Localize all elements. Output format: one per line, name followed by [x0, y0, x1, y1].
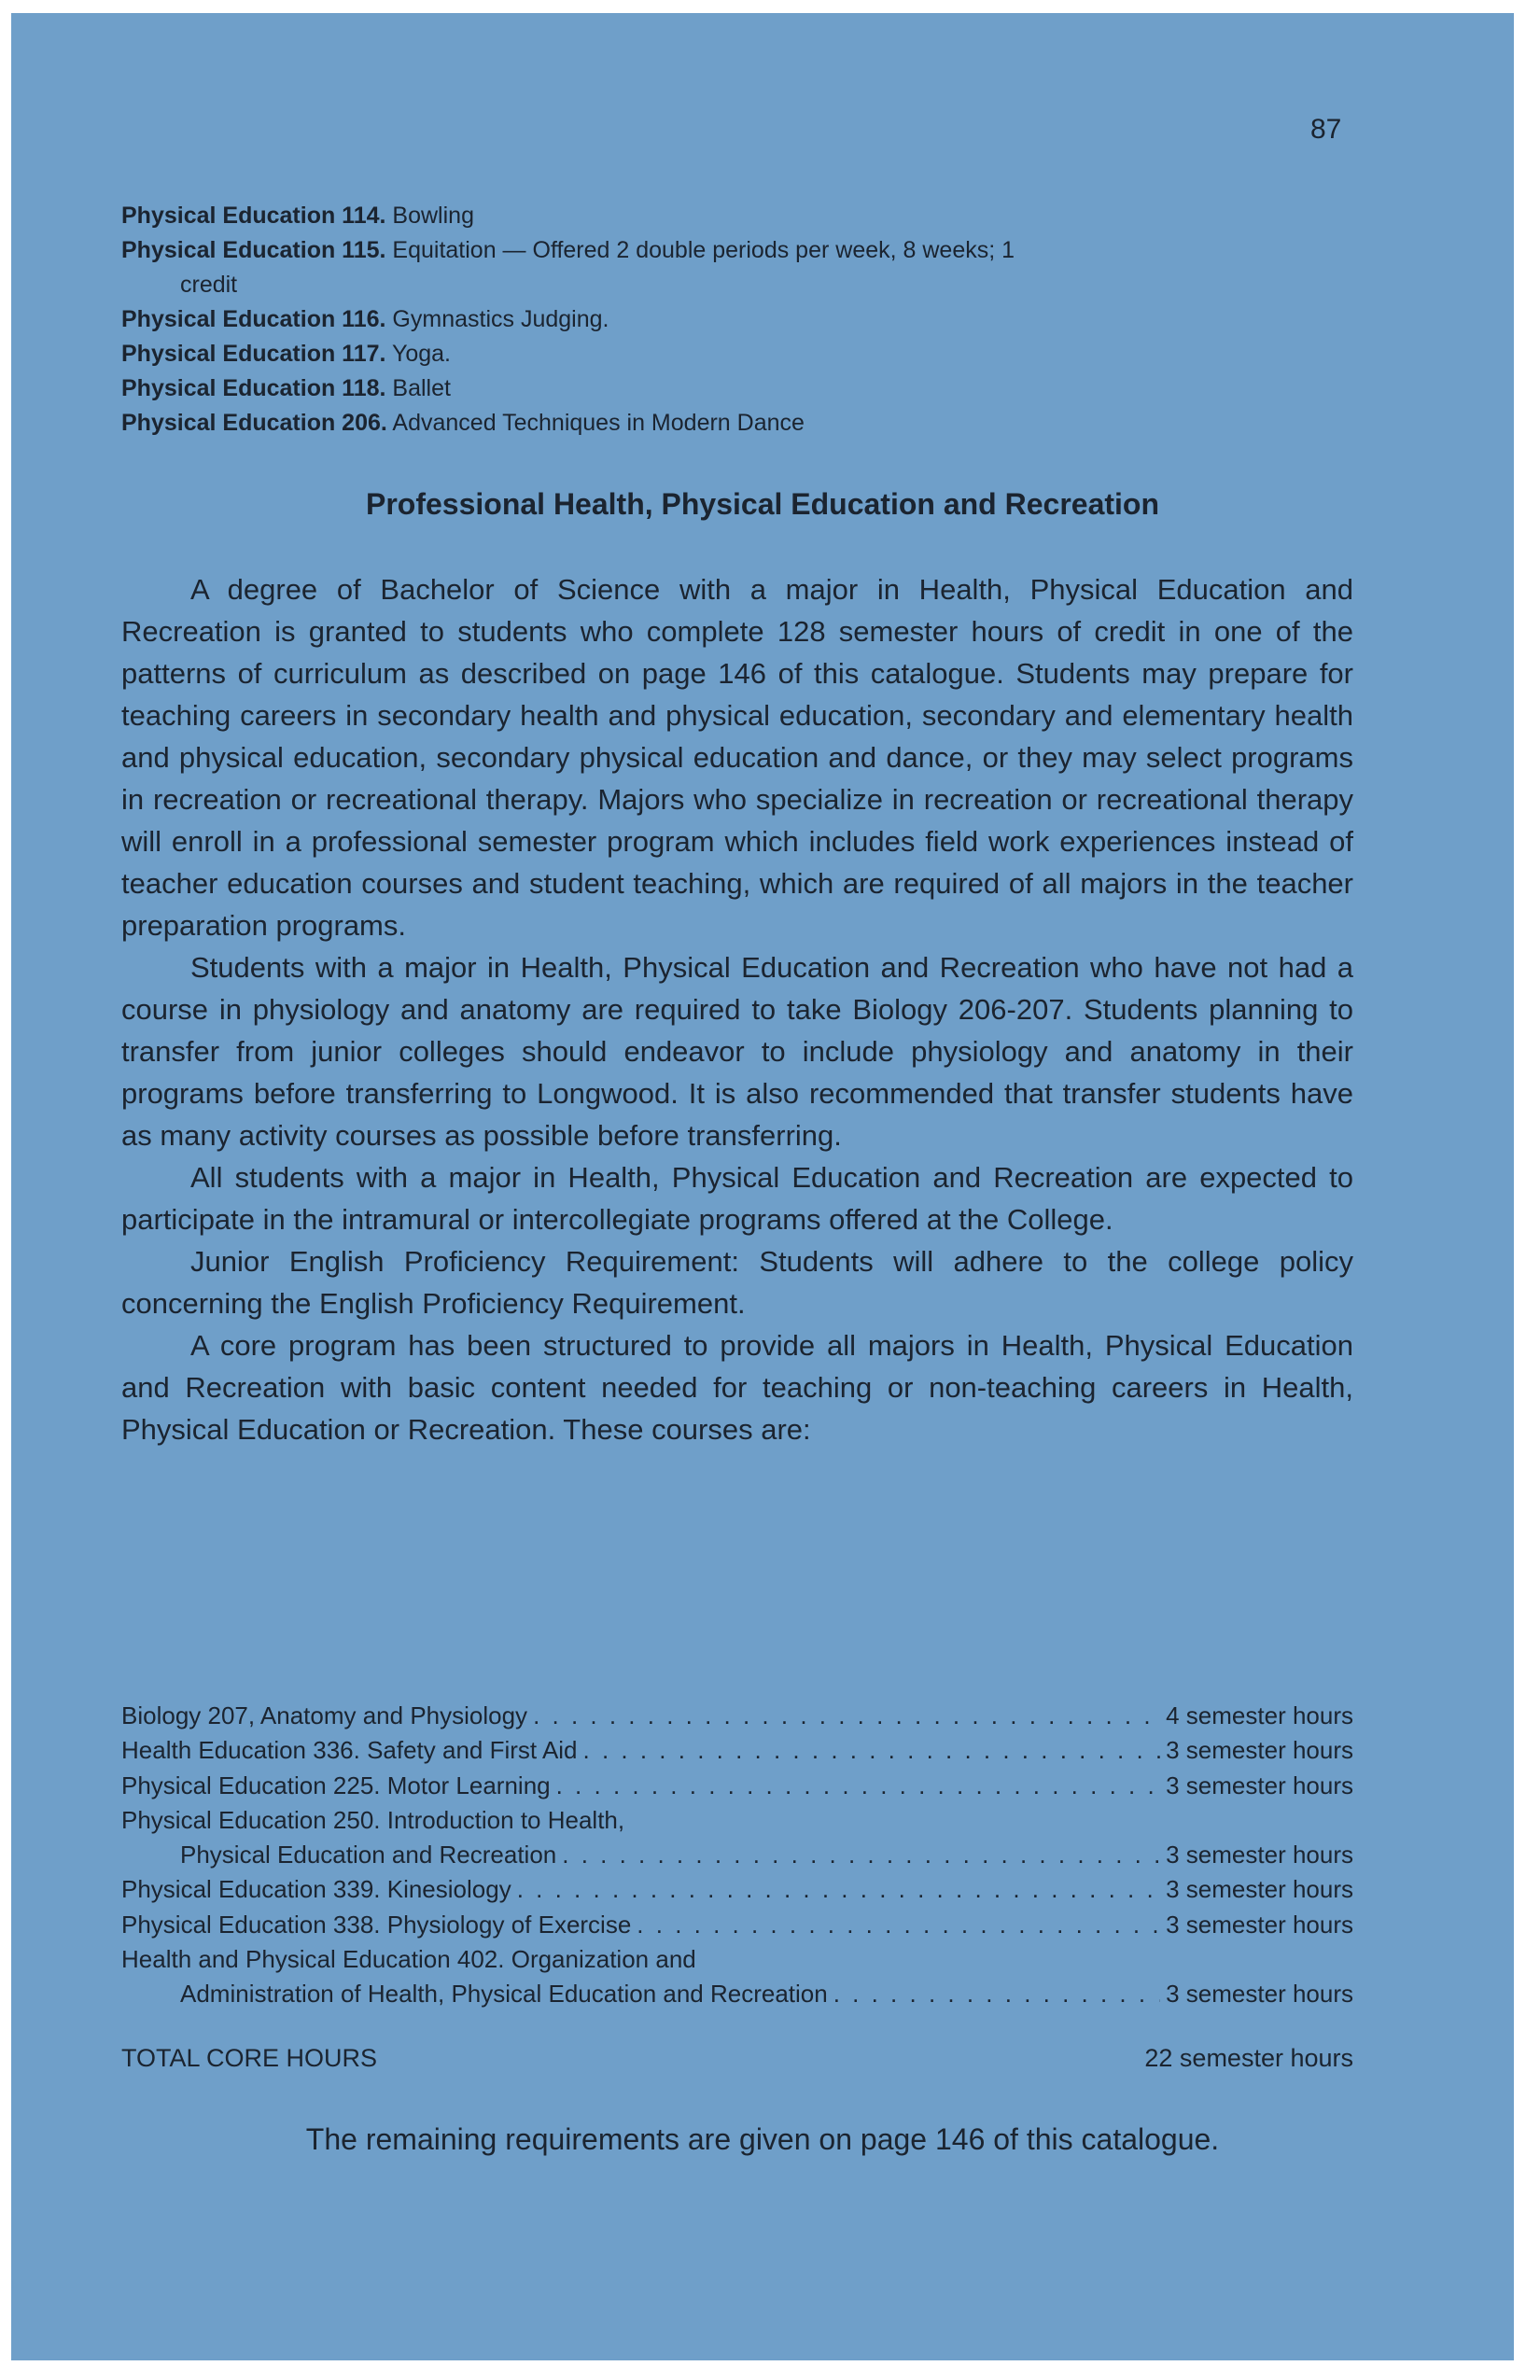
leader-dots: [556, 1769, 1161, 1803]
paragraph: Students with a major in Health, Physical Education and Recreation who have not had a course in physiology and anatomy are required to take Biology 206-207. Students planning to transfer from junior colleges should endeavor to include physiology and anatomy in their programs before transferring to Longwood. It is also recommended that transfer students have as many activity courses as possible before transferring.: [121, 951, 1353, 1152]
core-course-row: [121, 1733, 1353, 1768]
paragraph: Junior English Proficiency Requirement: Students will adhere to the college policy concerning the English Proficiency Requirement.: [121, 1245, 1353, 1320]
core-course-hours: 3 semester hours: [1166, 1736, 1353, 1765]
paragraph: A core program has been structured to provide all majors in Health, Physical Education and Recreation with basic content needed for teaching or non-teaching careers in Health, Physical Education or Recreation. These courses are:: [121, 1329, 1353, 1446]
course-title: Yoga.: [391, 341, 452, 367]
paragraph: A degree of Bachelor of Science with a major in Health, Physical Education and Recreation is granted to students who complete 128 semester hours of credit in one of the patterns of curriculum as described on page 146 of this catalogue. Students may prepare for teaching careers in secondary health and physical education, secondary and elementary health and physical education, secondary physical education and dance, or they may select programs in recreation or recreational therapy. Majors who specialize in recreation or recreational therapy will enroll in a professional semester program which includes field work experiences instead of teacher education courses and student teaching, which are required of all majors in the teacher preparation programs.: [121, 573, 1353, 942]
course-entry: [121, 302, 1353, 337]
core-course-label: Physical Education and Recreation: [180, 1841, 557, 1869]
course-entry: [121, 199, 1353, 233]
core-course-label: Physical Education 250. Introduction to Health,: [121, 1805, 625, 1834]
course-entry: [121, 371, 1353, 406]
core-course-row: [121, 1942, 1353, 1977]
leader-dots: [533, 1699, 1160, 1733]
core-course-label: Administration of Health, Physical Education and Recreation: [180, 1980, 828, 2009]
core-course-hours: 3 semester hours: [1166, 1980, 1353, 2009]
page-number: 87: [1310, 114, 1342, 145]
core-course-label: Health and Physical Education 402. Organization and: [121, 1945, 696, 1974]
core-course-hours: 4 semester hours: [1166, 1701, 1353, 1729]
course-title: Bowling: [392, 203, 474, 229]
leader-dots: [562, 1838, 1160, 1872]
core-course-row: [121, 1769, 1353, 1803]
core-course-label: Physical Education 225. Motor Learning: [121, 1771, 551, 1799]
core-course-hours: 3 semester hours: [1166, 1771, 1353, 1799]
course-code: Physical Education 117.: [121, 341, 386, 367]
course-title-continuation: credit: [180, 272, 238, 298]
paragraph: All students with a major in Health, Physical Education and Recreation are expected to participate in the intramural or intercollegiate programs offered at the College.: [121, 1161, 1353, 1236]
core-course-row: [121, 1838, 1353, 1872]
core-course-row: [121, 1908, 1353, 1942]
leader-dots: [637, 1908, 1160, 1942]
course-entry: [121, 337, 1353, 371]
course-code: Physical Education 116.: [121, 306, 386, 332]
course-list: [121, 199, 1353, 441]
core-course-hours: 3 semester hours: [1166, 1841, 1353, 1869]
course-entry: [121, 233, 1353, 302]
course-code: Physical Education 115.: [121, 237, 386, 263]
remaining-requirements-note: The remaining requirements are given on page 146 of this catalogue.: [305, 2122, 1220, 2156]
leader-dots: [517, 1872, 1160, 1907]
core-course-list: [121, 1699, 1353, 2012]
course-title: Gymnastics Judging.: [392, 306, 609, 332]
core-course-hours: 3 semester hours: [1166, 1875, 1353, 1904]
course-entry: [121, 406, 1353, 441]
course-title: Advanced Techniques in Modern Dance: [392, 410, 805, 436]
core-course-label: Health Education 336. Safety and First Aid: [121, 1736, 578, 1765]
total-core-hours: [121, 2044, 1353, 2073]
section-heading: Professional Health, Physical Education and Recreation: [365, 487, 1159, 521]
core-course-hours: 3 semester hours: [1166, 1910, 1353, 1939]
course-code: Physical Education 114.: [121, 203, 386, 229]
course-code: Physical Education 206.: [121, 410, 387, 436]
course-title: Equitation — Offered 2 double periods per week, 8 weeks; 1: [392, 237, 1015, 263]
course-title: Ballet: [392, 375, 451, 401]
catalogue-page: [11, 13, 1514, 2360]
core-course-label: Physical Education 338. Physiology of Exercise: [121, 1910, 632, 1939]
core-course-row: [121, 1699, 1353, 1733]
core-course-label: Physical Education 339. Kinesiology: [121, 1875, 511, 1904]
section-body: [121, 568, 1353, 1450]
core-course-label: Biology 207, Anatomy and Physiology: [121, 1701, 528, 1729]
total-hours: 22 semester hours: [1144, 2044, 1353, 2072]
course-code: Physical Education 118.: [121, 375, 386, 401]
leader-dots: [833, 1977, 1160, 2011]
leader-dots: [583, 1733, 1161, 1768]
core-course-row: [121, 1872, 1353, 1907]
total-label: TOTAL CORE HOURS: [121, 2044, 378, 2072]
core-course-row: [121, 1977, 1353, 2011]
core-course-row: [121, 1803, 1353, 1838]
